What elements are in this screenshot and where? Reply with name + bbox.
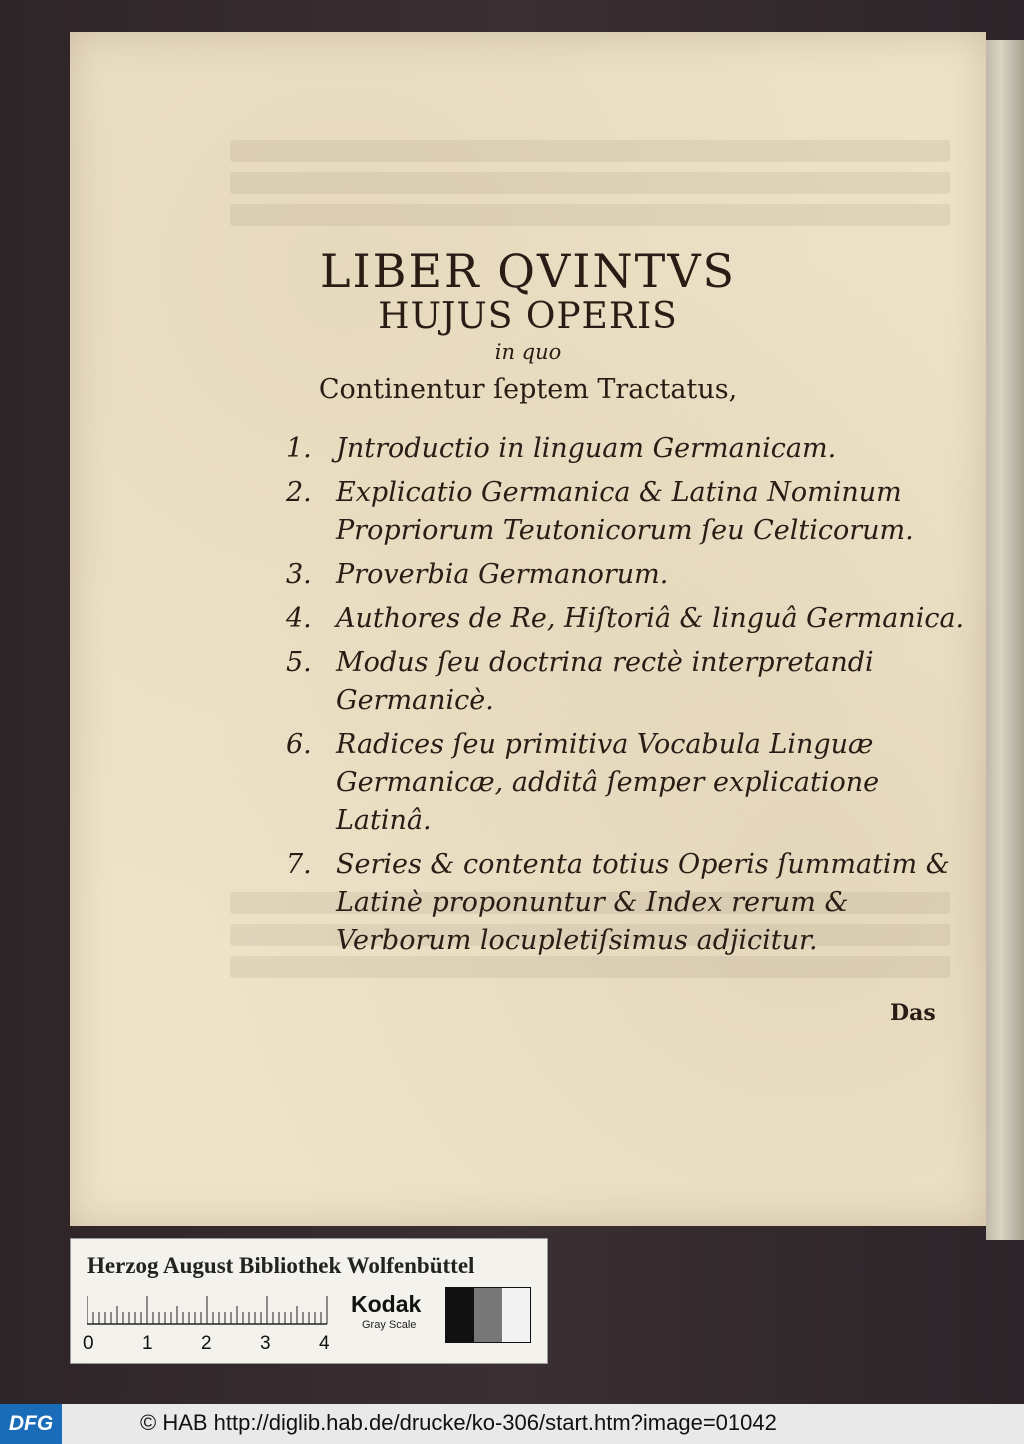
- swatch-black: [446, 1288, 474, 1342]
- list-item: [286, 846, 966, 960]
- bleed-through-line: [230, 204, 950, 226]
- list-item: [286, 644, 966, 720]
- dfg-logo: DFG: [0, 1404, 62, 1444]
- title-connector: in quo: [494, 340, 562, 364]
- item-number: 5.: [286, 647, 312, 678]
- library-color-card: [70, 1238, 548, 1364]
- page-title: LIBER QVINTVS: [319, 244, 737, 298]
- ruler-scale: [87, 1295, 337, 1325]
- gray-scale-caption: Gray Scale: [362, 1319, 417, 1331]
- list-item: [286, 600, 966, 638]
- list-item: [286, 430, 966, 468]
- item-number: 1.: [286, 433, 312, 464]
- item-number: 2.: [286, 477, 312, 508]
- swatch-white: [502, 1288, 530, 1342]
- ruler-label: 4: [319, 1333, 330, 1354]
- ruler-labels: [81, 1333, 341, 1357]
- treatise-list: [286, 430, 966, 966]
- item-text: Explicatio Germanica & Latina Nominum Propriorum Teutonicorum ſeu Celticorum.: [336, 477, 914, 546]
- list-item: [286, 556, 966, 594]
- swatch-gray: [474, 1288, 502, 1342]
- list-item: [286, 474, 966, 550]
- item-text: Authores de Re, Hiſtoriâ & linguâ Germanica.: [336, 603, 965, 634]
- item-number: 6.: [286, 729, 312, 760]
- copyright-url: © HAB http://diglib.hab.de/drucke/ko-306/start.htm?image=01042: [140, 1410, 777, 1435]
- item-text: Modus ſeu doctrina rectè interpretandi Germanicè.: [336, 647, 874, 716]
- page-subtitle: HUJUS OPERIS: [378, 296, 678, 337]
- bleed-through-line: [230, 140, 950, 162]
- bleed-through-line: [230, 172, 950, 194]
- item-text: Series & contenta totius Operis ſummatim & Latinè proponuntur & Index rerum & Verborum locupletiſsimus adjicitur.: [336, 849, 950, 956]
- item-number: 7.: [286, 849, 312, 880]
- item-number: 3.: [286, 559, 312, 590]
- item-text: Jntroductio in linguam Germanicam.: [336, 433, 837, 464]
- library-name: Herzog August Bibliothek Wolfenbüttel: [87, 1253, 475, 1278]
- item-number: 4.: [286, 603, 312, 634]
- book-page: [70, 32, 986, 1226]
- gray-swatches: [445, 1287, 531, 1343]
- ruler-label: 3: [260, 1333, 271, 1354]
- catchword: Das: [890, 1000, 936, 1026]
- book-edge: [986, 40, 1024, 1240]
- kodak-brand: Kodak: [351, 1291, 422, 1317]
- ruler-label: 1: [142, 1333, 153, 1354]
- ruler-label: 2: [201, 1333, 212, 1354]
- item-text: Radices ſeu primitiva Vocabula Linguæ Germanicæ, additâ ſemper explicatione Latinâ.: [336, 729, 880, 836]
- item-text: Proverbia Germanorum.: [336, 559, 669, 590]
- title-description: Continentur ſeptem Tractatus,: [318, 374, 738, 405]
- list-item: [286, 726, 966, 840]
- footer-bar: [0, 1404, 1024, 1444]
- ruler-label: 0: [83, 1333, 94, 1354]
